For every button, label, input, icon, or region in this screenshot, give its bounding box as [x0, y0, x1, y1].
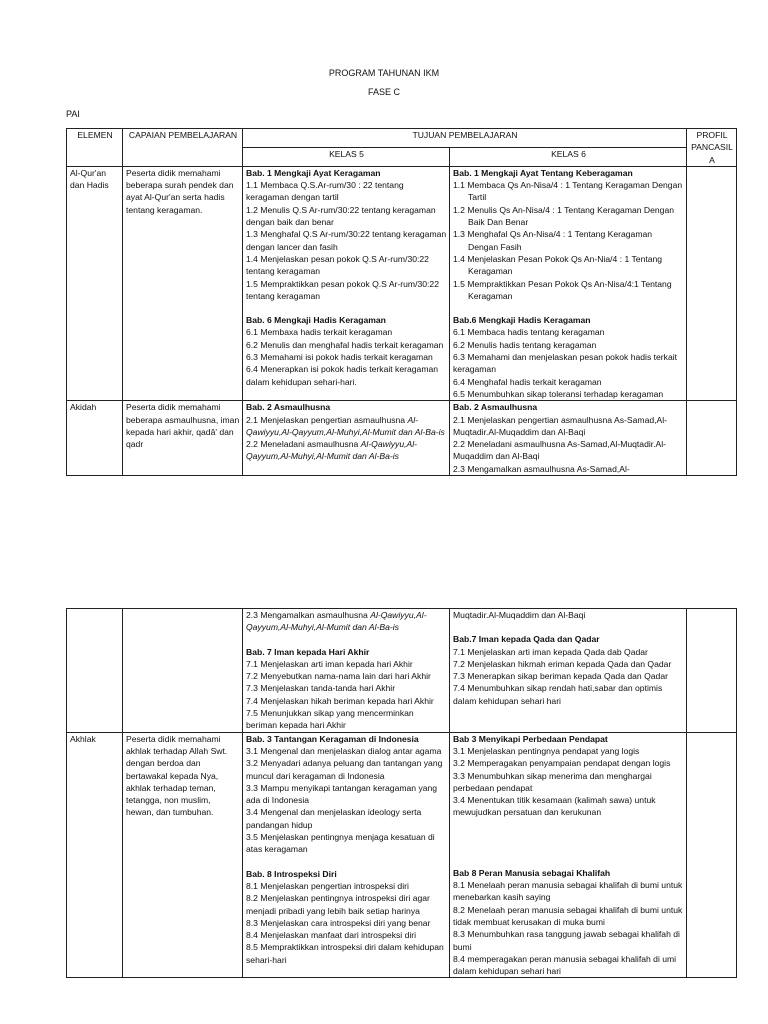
- program-title: PROGRAM TAHUNAN IKM: [328, 68, 440, 78]
- spacer: [246, 634, 447, 646]
- objective-item: 8.4 Menjelaskan manfaat dari introspeksi diri: [246, 930, 417, 941]
- objective-item: 6.2 Menulis hadis tentang keragaman: [453, 339, 597, 350]
- objective-item: 8.1 Menelaah peran manusia sebagai khalifah di bumi untuk menebarkan kasih saying: [453, 880, 683, 903]
- objective-item: 6.2 Menulis dan menghafal hadis terkait keragaman: [246, 339, 444, 350]
- elemen-alquran: Al-Qur'an dan Hadis: [67, 166, 123, 400]
- objective-text: 2.2 Meneladani asmaulhusna: [246, 439, 361, 450]
- bab-heading: Bab. 3 Tantangan Keragaman di Indonesia: [246, 733, 419, 744]
- row-alquran-hadis: [67, 166, 737, 400]
- spacer: [246, 856, 447, 868]
- objective-item: 6.3 Memahami isi pokok hadis terkait keragaman: [246, 352, 433, 363]
- phase-label: FASE C: [367, 87, 400, 97]
- objective-item: 8.2 Menjelaskan pentingnya introspeksi diri agar menjadi pribadi yang lebih baik setiap harinya: [246, 893, 430, 916]
- objective-item: 3.1 Mengenal dan menjelaskan dialog antar agama: [246, 745, 442, 756]
- objective-item: 3.2 Memperagakan penyampaian pendapat dengan logis: [453, 758, 671, 769]
- objective-item: 2.2 Meneladani asmaulhusna As-Samad,Al-Muqtadir.Al-Muqaddim dan Al-Baqi: [453, 439, 667, 462]
- spacer: [453, 855, 684, 867]
- objective-item: 1.2 Menulis Q.S Ar-rum/30:22 tentang keragaman dengan baik dan benar: [246, 204, 436, 228]
- header-tujuan: TUJUAN PEMBELAJARAN: [243, 129, 687, 148]
- objective-item: 3.2 Menyadari adanya peluang dan tantangan yang muncul dari keragaman di Indonesia: [246, 758, 443, 781]
- profil-empty: [687, 609, 737, 733]
- kelas5-akidah: [243, 401, 450, 475]
- objective-item: 6.1 Membaca hadis tentang keragaman: [453, 327, 605, 338]
- objective-item: 8.1 Menjelaskan pengertian introspeksi diri: [246, 880, 409, 891]
- spacer: [453, 819, 684, 831]
- objective-item: 7.1 Menjelaskan arti iman kepada hari Akhir: [246, 658, 413, 669]
- spacer: [246, 302, 447, 314]
- objective-item: [246, 609, 447, 634]
- objective-item: 8.3 Menumbuhkan rasa tanggung jawab sebagai khalifah di bumi: [453, 929, 680, 952]
- profil-akidah: [687, 401, 737, 475]
- asmaul-names: Al-Qawiyyu,Al-Qayyum,Al-Muhyi,Al-Mumit dan Al-Ba-is: [246, 439, 418, 462]
- curriculum-table-page-1: [66, 128, 737, 476]
- objective-item: 1.4 Menjelaskan pesan pokok Q.S Ar-rum/30:22 tentang keragaman: [246, 253, 429, 277]
- capaian-akidah: Peserta didik memahami beberapa asmaulhusna, iman kepada hari akhir, qadâ' dan qadr: [123, 401, 243, 475]
- objective-item: 1.2 Menulis Qs An-Nisa/4 : 1 Tentang Keragaman Dengan Baik Dan Benar: [453, 204, 675, 228]
- objective-item: 1.3 Menghafal Qs An-Nisa/4 : 1 Tentang Keragaman Dengan Fasih: [453, 229, 653, 252]
- profil-alquran: [687, 166, 737, 400]
- kelas5-akhlak: [243, 732, 450, 978]
- objective-item: 3.5 Menjelaskan pentingnya menjaga kesatuan di atas keragaman: [246, 832, 435, 855]
- bab-heading: Bab. 2 Asmaulhusna: [246, 402, 331, 413]
- elemen-akhlak: Akhlak: [67, 732, 123, 978]
- kelas5-alquran: [243, 166, 450, 400]
- kelas6-akhlak: [450, 732, 687, 978]
- objective-item: 8.4 memperagakan peran manusia sebagai khalifah di umi dalam kehidupan sehari hari: [453, 953, 677, 977]
- objective-item: 7.1 Menjelaskan arti iman kepada Qada dab Qadar: [453, 646, 648, 657]
- objective-item: 2.1 Menjelaskan pengertian asmaulhusna As-Samad,Al-Muqtadir.Al-Muqaddim dan Al-Baqi: [453, 414, 668, 437]
- header-row: [67, 129, 737, 148]
- objective-item: 1.5 Mempraktikkan pesan pokok Q.S Ar-rum/30:22 tentang keragaman: [246, 278, 439, 301]
- row-akidah: [67, 401, 737, 475]
- objective-item: 6.4 Menghafal hadis terkait keragaman: [453, 376, 602, 387]
- curriculum-table-page-2: [66, 608, 737, 978]
- bab-heading: Bab 3 Menyikapi Perbedaan Pendapat: [453, 733, 608, 744]
- objective-item: 7.4 Menumbuhkan sikap rendah hati,sabar dan optimis dalam kehidupan sehari hari: [453, 683, 663, 706]
- objective-item: 1.3 Menghafal Q.S Ar-rum/30:22 tentang keragaman dengan lancer dan fasih: [246, 229, 447, 252]
- bab-heading: Bab.6 Mengkaji Hadis Keragaman: [453, 315, 591, 326]
- objective-item: 3.3 Menumbuhkan sikap menerima dan menghargai perbedaan pendapat: [453, 770, 652, 793]
- capaian-empty: [123, 609, 243, 733]
- objective-item: 1.1 Membaca Qs An-Nisa/4 : 1 Tentang Keragaman Dengan Tartil: [453, 180, 683, 203]
- objective-text: 2.3 Mengamalkan asmaulhusna: [246, 610, 371, 620]
- bab-heading: Bab. 1 Mengkaji Ayat Tentang Keberagaman: [453, 167, 633, 178]
- objective-item: 7.4 Menjelaskan hikah beriman kepada hari Akhir: [246, 695, 434, 706]
- objective-item: 3.4 Menentukan titik kesamaan (kalimah sawa) untuk mewujudkan persatuan dan kerukunan: [453, 795, 656, 818]
- objective-item: Muqtadir.Al-Muqaddim dan Al-Baqi: [453, 610, 586, 620]
- objective-item: 1.5 Mempraktikkan Pesan Pokok Qs An-Nisa/4:1 Tentang Keragaman: [453, 278, 672, 301]
- objective-item: 3.3 Mampu menyikapi tantangan keragaman yang ada di Indonesia: [246, 782, 438, 806]
- bab-heading: Bab 8 Peran Manusia sebagai Khalifah: [453, 867, 611, 878]
- bab-heading: Bab. 7 Iman kepada Hari Akhir: [246, 646, 370, 657]
- capaian-alquran: Peserta didik memahami beberapa surah pendek dan ayat Al-Qur'an serta hadis tentang keragaman.: [123, 166, 243, 400]
- objective-item: 7.3 Menjelaskan tanda-tanda hari Akhir: [246, 683, 396, 694]
- bab-heading: Bab. 6 Mengkaji Hadis Keragaman: [246, 315, 386, 326]
- kelas6-akidah: [450, 401, 687, 475]
- header-profil: PROFIL PANCASILA: [687, 129, 737, 167]
- objective-item: 7.2 Menjelaskan hikmah eriman kepada Qada dan Qadar: [453, 658, 672, 669]
- objective-item: 7.2 Menyebutkan nama-nama lain dari hari Akhir: [246, 671, 431, 682]
- asmaul-names: Al-Qawiyyu,Al-Qayyum,Al-Muhyi,Al-Mumit dan Al-Ba-is: [246, 610, 427, 633]
- spacer: [453, 831, 684, 843]
- elemen-empty: [67, 609, 123, 733]
- bab-heading: Bab. 1 Mengkaji Ayat Keragaman: [246, 167, 381, 178]
- objective-item: 6.4 Menerapkan isi pokok hadis terkait keragaman dalam kehidupan sehari-hari.: [246, 364, 439, 387]
- spacer: [453, 302, 684, 314]
- row-akhlak: [67, 732, 737, 978]
- objective-text: 2.1 Menjelaskan pengertian asmaulhusna: [246, 414, 408, 425]
- objective-item: 6.5 Menumbuhkan sikap toleransi terhadap keragaman: [453, 388, 664, 399]
- objective-item: 8.3 Menjelaskan cara introspeksi diri yang benar: [246, 917, 431, 928]
- kelas6-alquran: [450, 166, 687, 400]
- objective-item: 7.3 Menerapkan sikap beriman kepada Qada dan Qadar: [453, 671, 668, 682]
- objective-item: [246, 414, 447, 439]
- objective-item: 2.3 Mengamalkan asmaulhusna As-Samad,Al-: [453, 463, 630, 474]
- bab-heading: Bab. 8 Introspeksi Diri: [246, 868, 337, 879]
- objective-item: 1.4 Menjelaskan Pesan Pokok Qs An-Nia/4 : 1 Tentang Keragaman: [453, 253, 663, 277]
- header-capaian: CAPAIAN PEMBELAJARAN: [123, 129, 243, 167]
- objective-item: 6.3 Memahami dan menjelaskan pesan pokok hadis terkait keragaman: [453, 352, 678, 375]
- header-elemen: ELEMEN: [67, 129, 123, 167]
- objective-item: 8.5 Mempraktikkan introspeksi diri dalam kehidupan sehari-hari: [246, 942, 444, 965]
- objective-item: 7.5 Menunjukkan sikap yang mencerminkan beriman kepada hari Akhir: [246, 708, 414, 731]
- spacer: [453, 843, 684, 855]
- objective-item: 3.1 Menjelaskan pentingnya pendapat yang logis: [453, 745, 640, 756]
- objective-item: 6.1 Membaxa hadis terkait keragaman: [246, 327, 393, 338]
- objective-item: 3.4 Mengenal dan menjelaskan ideology serta pandangan hidup: [246, 807, 422, 830]
- spacer: [453, 621, 684, 633]
- bab-heading: Bab. 2 Asmaulhusna: [453, 402, 538, 413]
- header-kelas-6: KELAS 6: [450, 147, 687, 166]
- asmaul-names: Al-Qawiyyu,Al-Qayyum,Al-Muhyi,Al-Mumit dan Al-Ba-is: [246, 414, 445, 437]
- objective-item: 8.2 Menelaah peran manusia sebagai khalifah di bumi untuk tidak membuat kerusakan di muka bumi: [453, 904, 683, 927]
- row-akidah-continued: [67, 609, 737, 733]
- bab-heading: Bab.7 Iman kepada Qada dan Qadar: [453, 634, 600, 645]
- kelas5-akidah-cont: [243, 609, 450, 733]
- elemen-akidah: Akidah: [67, 401, 123, 475]
- subject-label: PAI: [66, 109, 80, 119]
- kelas6-akidah-cont: [450, 609, 687, 733]
- objective-item: [246, 438, 447, 463]
- capaian-akhlak: Peserta didik memahami akhlak terhadap Allah Swt. dengan berdoa dan bertawakal kepada Nya, akhlak terhadap teman, tetangga, non muslim, hewan, dan tumbuhan.: [123, 732, 243, 978]
- profil-akhlak: [687, 732, 737, 978]
- objective-item: 1.1 Membaca Q.S.Ar-rum/30 : 22 tentang keragaman dengan tartil: [246, 180, 404, 203]
- header-kelas-5: KELAS 5: [243, 147, 450, 166]
